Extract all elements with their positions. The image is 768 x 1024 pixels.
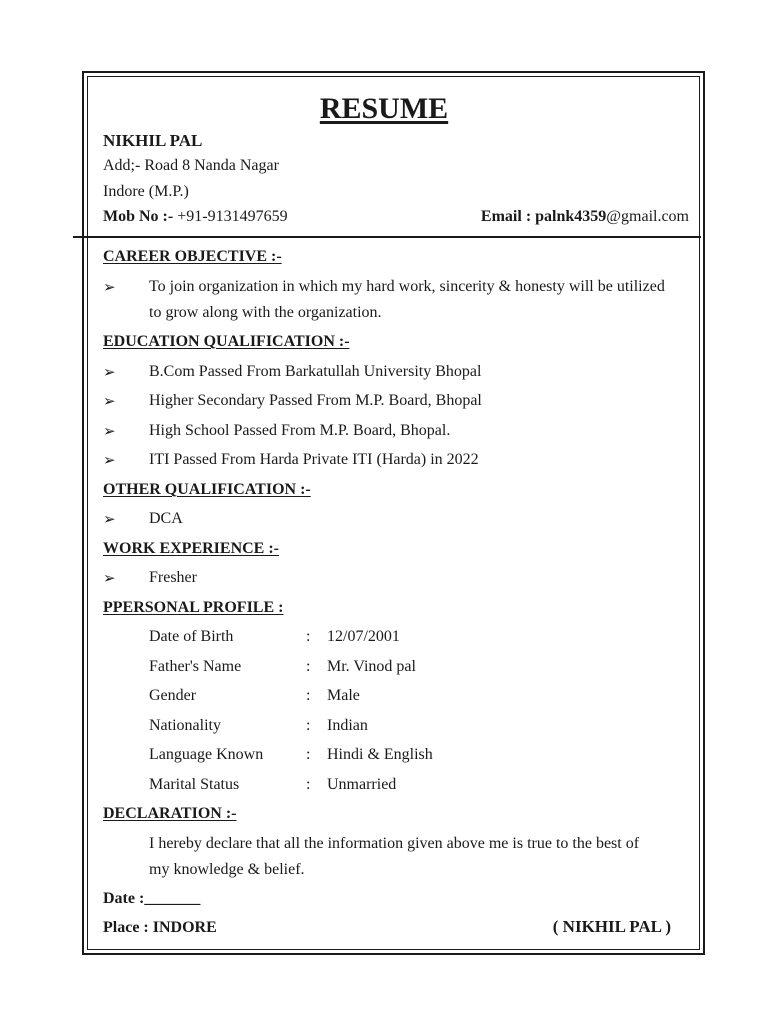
email-label: Email : [480, 208, 536, 225]
profile-colon: : [306, 776, 311, 793]
resume-title: RESUME [319, 92, 449, 125]
header-divider [73, 236, 701, 238]
profile-colon: : [306, 687, 311, 704]
personal-profile-heading: PPERSONAL PROFILE : [103, 599, 284, 616]
bullet-icon: ➢ [103, 394, 116, 410]
other-qualification-item: DCA [149, 510, 183, 527]
profile-colon: : [306, 658, 311, 675]
profile-label: Marital Status [149, 776, 240, 793]
declaration-line-1: I hereby declare that all the information given above me is true to the best of [149, 835, 640, 852]
other-qualification-heading: OTHER QUALIFICATION :- [103, 481, 311, 498]
mobile-label: Mob No :- [103, 208, 174, 225]
declaration-heading: DECLARATION :- [103, 805, 237, 822]
bullet-icon: ➢ [103, 424, 116, 440]
bullet-icon: ➢ [103, 512, 116, 528]
bullet-icon: ➢ [103, 453, 116, 469]
bullet-icon: ➢ [103, 365, 116, 381]
profile-value: Hindi & English [327, 746, 433, 763]
education-item: ITI Passed From Harda Private ITI (Harda) in 2022 [149, 451, 479, 468]
profile-value: 12/07/2001 [327, 628, 400, 645]
declaration-line-2: my knowledge & belief. [149, 861, 305, 878]
mobile-number: +91-9131497659 [173, 208, 288, 225]
place-field: Place : INDORE [103, 919, 217, 936]
email [481, 208, 689, 226]
profile-value: Mr. Vinod pal [327, 658, 416, 675]
signature-name: ( NIKHIL PAL ) [552, 917, 671, 936]
email-domain: @gmail.com [606, 208, 689, 225]
work-experience-heading: WORK EXPERIENCE :- [103, 540, 280, 557]
profile-label: Date of Birth [149, 628, 234, 645]
bullet-icon: ➢ [103, 280, 116, 296]
address-line-1: Add;- Road 8 Nanda Nagar [103, 157, 279, 174]
profile-value: Unmarried [327, 776, 397, 793]
bullet-icon: ➢ [103, 571, 116, 587]
education-heading: EDUCATION QUALIFICATION :- [103, 333, 350, 350]
profile-value: Male [327, 687, 360, 704]
career-objective-line-2: to grow along with the organization. [149, 304, 382, 321]
contact-row [103, 208, 689, 226]
work-experience-item: Fresher [149, 569, 197, 586]
profile-value: Indian [327, 717, 368, 734]
education-item: High School Passed From M.P. Board, Bhopal. [149, 422, 451, 439]
career-objective-heading: CAREER OBJECTIVE :- [103, 248, 282, 265]
address-line-2: Indore (M.P.) [103, 183, 189, 200]
profile-colon: : [306, 746, 311, 763]
email-user: palnk4359 [535, 208, 607, 225]
date-field: Date :_______ [103, 890, 201, 907]
profile-label: Language Known [149, 746, 264, 763]
profile-label: Father's Name [149, 658, 242, 675]
profile-label: Gender [149, 687, 197, 704]
education-item: B.Com Passed From Barkatullah University Bhopal [149, 363, 482, 380]
education-item: Higher Secondary Passed From M.P. Board, Bhopal [149, 392, 482, 409]
candidate-name: NIKHIL PAL [103, 131, 203, 150]
profile-colon: : [306, 628, 311, 645]
career-objective-line-1: To join organization in which my hard work, sincerity & honesty will be utilized [149, 278, 665, 295]
profile-colon: : [306, 717, 311, 734]
profile-label: Nationality [149, 717, 221, 734]
